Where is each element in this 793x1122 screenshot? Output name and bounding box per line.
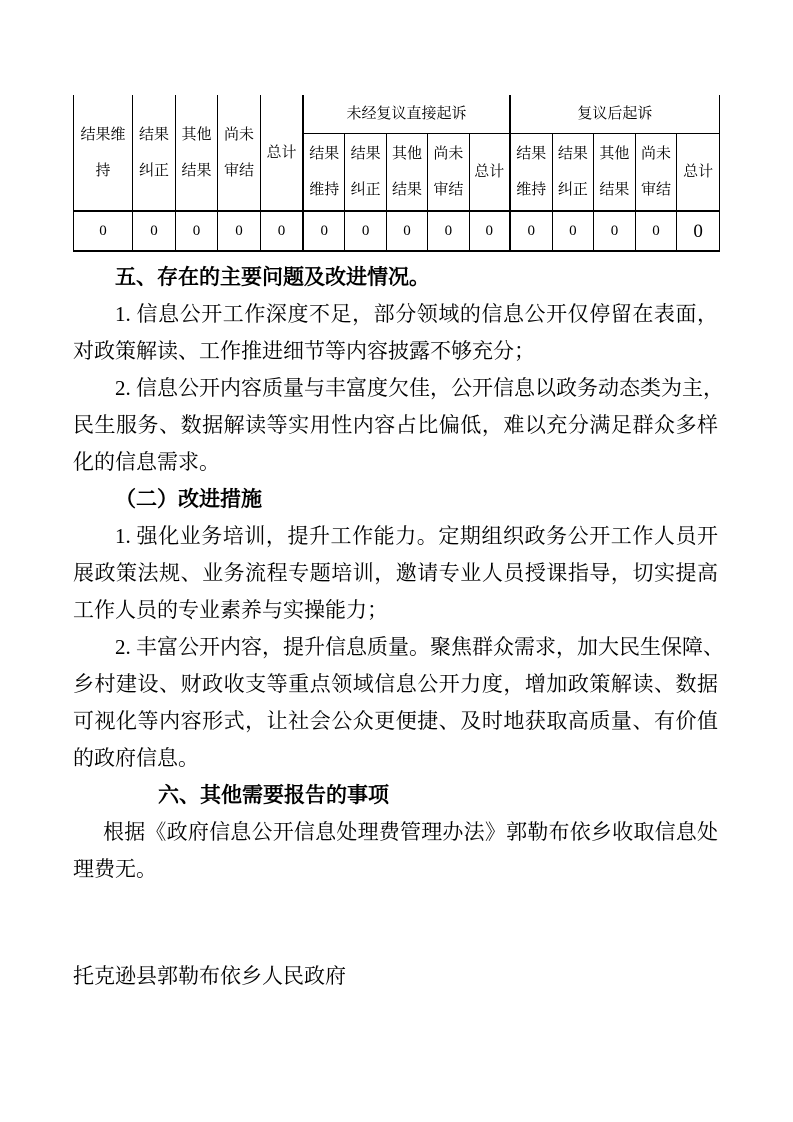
header-line: 审结 (433, 182, 464, 198)
header-line: 总计 (474, 164, 505, 180)
header-line: 结果维 (80, 126, 126, 143)
header-line: 结果 (391, 182, 422, 198)
group-header-direct-lawsuit (304, 95, 511, 134)
subheader-result-upheld (511, 134, 553, 212)
para5-line: 根据《政府信息公开信息处理费管理办法》郭勒布依乡收取信息处 (103, 820, 718, 844)
header-line: 维持 (516, 182, 547, 198)
para3-line: 展政策法规、业务流程专题培训，邀请专业人员授课指导，切实提高 (73, 561, 718, 585)
value-cell: 0 (304, 212, 345, 250)
value-cell: 0 (428, 212, 469, 250)
value-cell: 0 (133, 212, 176, 250)
subheader-pending (636, 134, 678, 212)
subheader-result-corrected (553, 134, 595, 212)
value-cell: 0 (636, 212, 678, 250)
header-line: 总计 (683, 164, 714, 180)
col-header-result-corrected (133, 95, 176, 212)
section6-heading: 六、其他需要报告的事项 (158, 784, 389, 807)
header-line: 纠正 (557, 182, 588, 198)
para3-line: 工作人员的专业素养与实操能力； (73, 598, 388, 622)
group-header-lawsuit-after-review (511, 95, 719, 134)
header-line: 审结 (223, 162, 254, 179)
value-cell: 0 (74, 212, 133, 250)
section5-heading: 五、存在的主要问题及改进情况。 (115, 266, 430, 289)
para2-line: 2. 信息公开内容质量与丰富度欠佳，公开信息以政务动态类为主， (115, 376, 724, 400)
para2-line: 化的信息需求。 (73, 450, 220, 474)
value-cell: 0 (553, 212, 595, 250)
header-line: 结果 (181, 162, 212, 179)
header-line: 其他 (391, 146, 422, 162)
header-line: 结果 (599, 182, 630, 198)
para5-line: 理费无。 (73, 857, 157, 881)
header-line: 持 (95, 162, 111, 179)
para4-line: 可视化等内容形式，让社会公众更便捷、及时地获取高质量、有价值 (73, 709, 718, 733)
document-body (73, 259, 724, 995)
lawsuit-statistics-table (73, 95, 720, 252)
para4-line: 的政府信息。 (73, 746, 199, 770)
header-line: 尚未 (641, 146, 672, 162)
subheader-other-result (594, 134, 636, 212)
header-line: 其他 (181, 126, 212, 143)
header-line: 总计 (266, 144, 297, 161)
header-line: 尚未 (223, 126, 254, 143)
header-line: 结果 (138, 126, 169, 143)
subheader-total (470, 134, 511, 212)
para3-line: 1. 强化业务培训，提升工作能力。定期组织政务公开工作人员开 (115, 524, 718, 548)
header-line: 结果 (516, 146, 547, 162)
value-cell: 0 (345, 212, 386, 250)
header-line: 尚未 (433, 146, 464, 162)
subheader-result-corrected (345, 134, 386, 212)
para1-line: 1. 信息公开工作深度不足，部分领域的信息公开仅停留在表面， (115, 302, 718, 326)
value-cell: 0 (261, 212, 304, 250)
header-line: 纠正 (350, 182, 381, 198)
col-header-total (261, 95, 304, 212)
value-cell: 0 (511, 212, 553, 250)
header-line: 维持 (309, 182, 340, 198)
improvement-measures-heading: （二）改进措施 (115, 488, 262, 511)
para4-line: 乡村建设、财政收支等重点领域信息公开力度，增加政策解读、数据 (73, 672, 718, 696)
signature-government-name: 托克逊县郭勒布依乡人民政府 (73, 964, 346, 988)
subheader-other-result (387, 134, 428, 212)
para2-line: 民生服务、数据解读等实用性内容占比偏低，难以充分满足群众多样 (73, 413, 718, 437)
subheader-total (677, 134, 719, 212)
header-line: 结果 (350, 146, 381, 162)
value-cell: 0 (594, 212, 636, 250)
value-cell: 0 (176, 212, 218, 250)
subheader-result-upheld (304, 134, 345, 212)
header-line: 审结 (641, 182, 672, 198)
header-line: 结果 (309, 146, 340, 162)
value-cell: 0 (693, 220, 703, 242)
header-line: 其他 (599, 146, 630, 162)
header-line: 纠正 (138, 162, 169, 179)
group-title: 未经复议直接起诉 (346, 105, 467, 122)
para1-line: 对政策解读、工作推进细节等内容披露不够充分； (73, 339, 535, 363)
col-header-pending (218, 95, 261, 212)
value-cell: 0 (218, 212, 261, 250)
group-title: 复议后起诉 (577, 105, 653, 122)
subheader-pending (428, 134, 469, 212)
para4-line: 2. 丰富公开内容，提升信息质量。聚焦群众需求，加大民生保障、 (115, 635, 724, 659)
value-cell: 0 (387, 212, 428, 250)
value-cell: 0 (470, 212, 511, 250)
header-line: 结果 (557, 146, 588, 162)
col-header-other-result (176, 95, 218, 212)
col-header-result-upheld (74, 95, 133, 212)
